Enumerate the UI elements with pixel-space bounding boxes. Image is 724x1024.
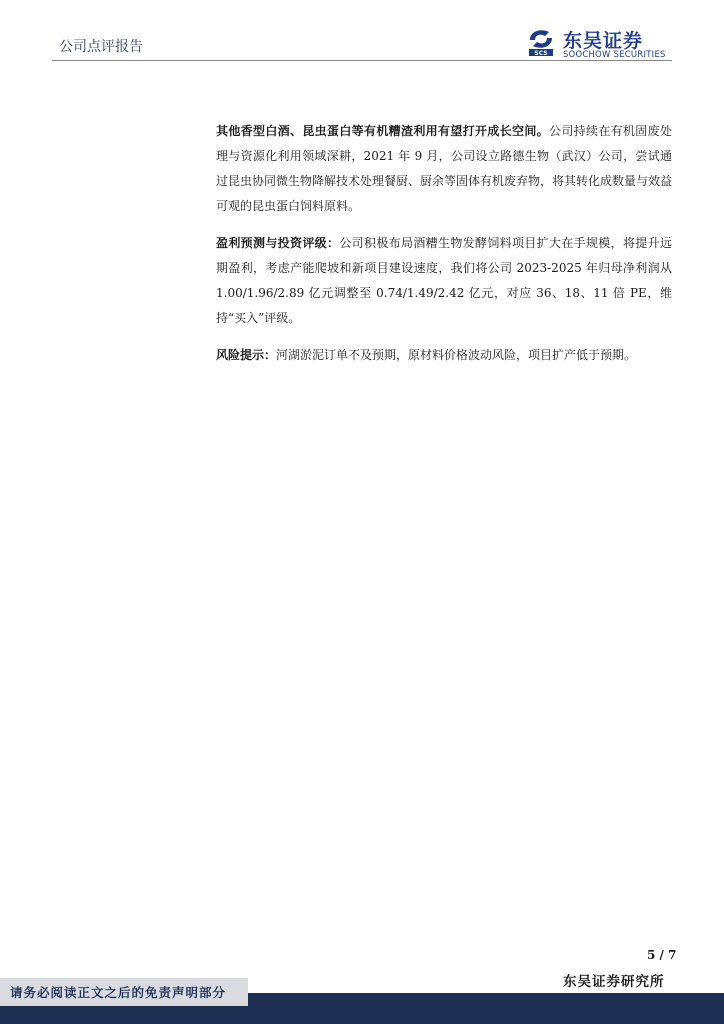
- paragraph-risk: [216, 343, 672, 368]
- report-body: [216, 119, 672, 380]
- scs-logo-icon: [527, 26, 555, 56]
- logo-english-name: SOOCHOW SECURITIES: [563, 49, 666, 59]
- paragraph-lead: 盈利预测与投资评级：: [216, 236, 340, 250]
- svg-text:SCS: SCS: [534, 50, 548, 56]
- page-number: 5 / 7: [647, 948, 677, 962]
- paragraph-text: 公司积极布局酒糟生物发酵饲料项目扩大在手规模，将提升远期盈利，考虑产能爬坡和新项目建设速度，我们将公司 2023-2025 年归母净利润从 1.00/1.96/2.89 亿元调整至 0.74/1.49/2.42 亿元，对应 36、18、11 倍 PE，维持“买入”评级。: [216, 236, 672, 325]
- paragraph-text: 公司持续在有机固废处理与资源化利用领域深耕，2021 年 9 月，公司设立路德生物（武汉）公司，尝试通过昆虫协同微生物降解技术处理餐厨、厨余等固体有机废弃物，将其转化成数量与效益可观的昆虫蛋白饲料原料。: [216, 124, 673, 213]
- company-logo: [527, 26, 677, 60]
- paragraph-text: 河湖淤泥订单不及预期，原材料价格波动风险，项目扩产低于预期。: [276, 348, 637, 362]
- institute-name: 东吴证券研究所: [563, 974, 665, 990]
- logo-chinese-name: 东吴证券: [563, 30, 644, 52]
- disclaimer-text: 请务必阅读正文之后的免责声明部分: [10, 985, 227, 1000]
- paragraph-forecast: [216, 231, 672, 331]
- header-divider: [52, 60, 672, 61]
- report-type-label: 公司点评报告: [59, 39, 143, 55]
- paragraph-growth: [216, 119, 672, 219]
- paragraph-lead: 其他香型白酒、昆虫蛋白等有机糟渣利用有望打开成长空间。: [216, 124, 549, 138]
- paragraph-lead: 风险提示：: [216, 348, 277, 362]
